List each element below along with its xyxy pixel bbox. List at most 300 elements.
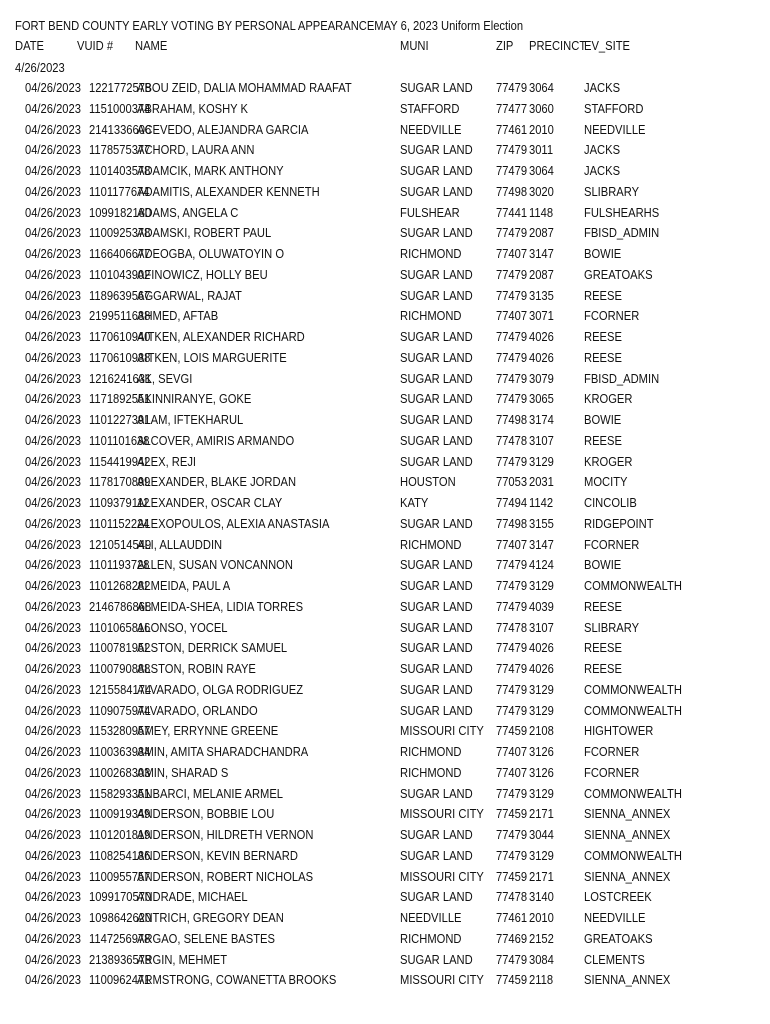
table-row bbox=[0, 931, 770, 952]
table-row bbox=[0, 848, 770, 869]
cell-name: AMIN, AMITA SHARADCHANDRA bbox=[137, 744, 309, 759]
cell-precinct: 2118 bbox=[529, 972, 554, 988]
cell-muni: SUGAR LAND bbox=[400, 557, 473, 573]
cell-vuid: 2199511638 bbox=[89, 308, 151, 324]
cell-date: 04/26/2023 bbox=[25, 453, 81, 469]
cell-vuid: 1101177674 bbox=[89, 183, 150, 199]
cell-muni: SUGAR LAND bbox=[400, 183, 473, 199]
cell-zip: 77478 bbox=[496, 889, 528, 905]
cell-zip: 77441 bbox=[496, 204, 528, 220]
cell-vuid: 1099182180 bbox=[89, 204, 152, 220]
cell-ev-site: STAFFORD bbox=[584, 100, 644, 116]
cell-vuid: 1101227391 bbox=[89, 412, 151, 427]
cell-name: ANDERSON, HILDRETH VERNON bbox=[137, 827, 314, 842]
cell-precinct: 3129 bbox=[529, 453, 554, 469]
cell-muni: SUGAR LAND bbox=[400, 432, 473, 448]
cell-ev-site: CLEMENTS bbox=[584, 951, 645, 967]
cell-ev-site: REESE bbox=[584, 287, 622, 303]
table-row bbox=[0, 267, 770, 288]
table-row bbox=[0, 350, 770, 371]
cell-muni: MISSOURI CITY bbox=[400, 972, 484, 988]
cell-ev-site: REESE bbox=[584, 661, 622, 676]
cell-zip: 77479 bbox=[496, 225, 528, 241]
cell-date: 04/26/2023 bbox=[25, 432, 81, 448]
cell-zip: 77479 bbox=[496, 266, 528, 282]
cell-ev-site: JACKS bbox=[584, 163, 621, 178]
cell-zip: 77479 bbox=[496, 370, 528, 386]
cell-precinct: 3147 bbox=[529, 246, 554, 261]
cell-name: ALEXOPOULOS, ALEXIA ANASTASIA bbox=[137, 515, 330, 531]
cell-muni: SUGAR LAND bbox=[400, 80, 473, 95]
table-row bbox=[0, 454, 770, 475]
cell-vuid: 1215584174 bbox=[89, 681, 152, 697]
cell-muni: RICHMOND bbox=[400, 744, 462, 759]
cell-precinct: 3079 bbox=[529, 370, 554, 386]
cell-vuid: 1109379112 bbox=[89, 495, 150, 510]
cell-name: ALAM, IFTEKHARUL bbox=[137, 412, 244, 427]
cell-vuid: 1100268303 bbox=[89, 764, 151, 780]
table-row bbox=[0, 225, 770, 246]
cell-zip: 77461 bbox=[496, 910, 528, 925]
cell-name: ALVARADO, OLGA RODRIGUEZ bbox=[137, 681, 304, 697]
table-row bbox=[0, 952, 770, 973]
table-row bbox=[0, 910, 770, 931]
table-row bbox=[0, 723, 770, 744]
cell-ev-site: BOWIE bbox=[584, 412, 622, 427]
table-row bbox=[0, 516, 770, 537]
cell-ev-site: COMMONWEALTH bbox=[584, 578, 682, 593]
cell-muni: RICHMOND bbox=[400, 930, 462, 946]
cell-vuid: 1101201819 bbox=[89, 827, 151, 842]
cell-ev-site: FCORNER bbox=[584, 744, 640, 759]
cell-vuid: 1101403578 bbox=[89, 163, 151, 178]
table-row bbox=[0, 557, 770, 578]
cell-precinct: 3129 bbox=[529, 847, 554, 863]
cell-muni: RICHMOND bbox=[400, 246, 462, 261]
cell-vuid: 1171892551 bbox=[89, 391, 151, 407]
cell-ev-site: GREATOAKS bbox=[584, 930, 653, 946]
cell-zip: 77498 bbox=[496, 412, 528, 427]
column-header-precinct: PRECINCT bbox=[529, 38, 587, 53]
cell-name: ACHORD, LAURA ANN bbox=[137, 142, 255, 158]
cell-muni: SUGAR LAND bbox=[400, 619, 473, 635]
cell-precinct: 4026 bbox=[529, 349, 554, 365]
cell-zip: 77479 bbox=[496, 557, 528, 573]
cell-date: 04/26/2023 bbox=[25, 930, 81, 946]
cell-zip: 77461 bbox=[496, 121, 528, 137]
table-row bbox=[0, 142, 770, 163]
cell-name: ALONSO, YOCEL bbox=[137, 619, 228, 635]
cell-precinct: 3107 bbox=[529, 619, 554, 635]
cell-vuid: 1100925378 bbox=[89, 225, 151, 241]
cell-zip: 77479 bbox=[496, 640, 528, 656]
cell-zip: 77479 bbox=[496, 80, 528, 95]
table-row bbox=[0, 412, 770, 433]
cell-date: 04/26/2023 bbox=[25, 183, 81, 199]
cell-ev-site: REESE bbox=[584, 640, 622, 656]
cell-ev-site: SLIBRARY bbox=[584, 619, 640, 635]
cell-date: 04/26/2023 bbox=[25, 557, 81, 573]
cell-ev-site: FULSHEARHS bbox=[584, 204, 660, 220]
cell-muni: SUGAR LAND bbox=[400, 702, 473, 718]
cell-vuid: 1151000374 bbox=[89, 100, 151, 116]
cell-zip: 77479 bbox=[496, 329, 528, 344]
cell-name: ANTRICH, GREGORY DEAN bbox=[137, 910, 284, 925]
cell-muni: SUGAR LAND bbox=[400, 847, 473, 863]
cell-precinct: 4039 bbox=[529, 598, 554, 614]
cell-zip: 77498 bbox=[496, 183, 528, 199]
cell-muni: SUGAR LAND bbox=[400, 889, 473, 905]
cell-zip: 77479 bbox=[496, 287, 528, 303]
table-row bbox=[0, 205, 770, 226]
cell-name: ALEXANDER, BLAKE JORDAN bbox=[137, 474, 297, 490]
cell-precinct: 2010 bbox=[529, 121, 554, 137]
cell-vuid: 1170610938 bbox=[89, 349, 151, 365]
cell-muni: RICHMOND bbox=[400, 308, 462, 324]
cell-date: 04/26/2023 bbox=[25, 515, 81, 531]
cell-muni: SUGAR LAND bbox=[400, 391, 473, 407]
table-row bbox=[0, 640, 770, 661]
cell-date: 04/26/2023 bbox=[25, 598, 81, 614]
cell-muni: SUGAR LAND bbox=[400, 681, 473, 697]
table-row bbox=[0, 661, 770, 682]
cell-precinct: 3147 bbox=[529, 536, 554, 552]
cell-zip: 77478 bbox=[496, 432, 528, 448]
cell-date: 04/26/2023 bbox=[25, 827, 81, 842]
cell-name: ADAMITIS, ALEXANDER KENNETH bbox=[137, 183, 320, 199]
cell-name: ALSTON, DERRICK SAMUEL bbox=[137, 640, 288, 656]
cell-precinct: 3140 bbox=[529, 889, 554, 905]
cell-ev-site: NEEDVILLE bbox=[584, 910, 646, 925]
cell-precinct: 3107 bbox=[529, 432, 554, 448]
cell-name: ADAMS, ANGELA C bbox=[137, 204, 239, 220]
cell-date: 04/26/2023 bbox=[25, 806, 81, 822]
cell-name: ALMEIDA, PAUL A bbox=[137, 578, 231, 593]
cell-zip: 77479 bbox=[496, 391, 528, 407]
cell-muni: SUGAR LAND bbox=[400, 142, 473, 158]
table-row bbox=[0, 827, 770, 848]
cell-muni: SUGAR LAND bbox=[400, 370, 473, 386]
cell-vuid: 1178575377 bbox=[89, 142, 151, 158]
cell-date: 04/26/2023 bbox=[25, 308, 81, 324]
cell-name: AMEY, ERRYNNE GREENE bbox=[137, 723, 279, 739]
voter-table-body bbox=[0, 80, 770, 993]
cell-muni: SUGAR LAND bbox=[400, 598, 473, 614]
cell-ev-site: SIENNA_ANNEX bbox=[584, 806, 671, 822]
cell-vuid: 1100363934 bbox=[89, 744, 151, 759]
cell-muni: HOUSTON bbox=[400, 474, 456, 490]
table-row bbox=[0, 391, 770, 412]
cell-muni: SUGAR LAND bbox=[400, 578, 473, 593]
cell-name: AGGARWAL, RAJAT bbox=[137, 287, 242, 303]
cell-name: ALI, ALLAUDDIN bbox=[137, 536, 223, 552]
cell-name: ALEXANDER, OSCAR CLAY bbox=[137, 495, 283, 510]
table-row bbox=[0, 869, 770, 890]
cell-name: AITKEN, LOIS MARGUERITE bbox=[137, 349, 287, 365]
cell-muni: MISSOURI CITY bbox=[400, 806, 484, 822]
cell-vuid: 1101268282 bbox=[89, 578, 151, 593]
cell-precinct: 3065 bbox=[529, 391, 554, 407]
cell-name: AK, SEVGI bbox=[137, 370, 193, 386]
cell-precinct: 2087 bbox=[529, 225, 554, 241]
cell-ev-site: REESE bbox=[584, 329, 622, 344]
cell-date: 04/26/2023 bbox=[25, 121, 81, 137]
cell-ev-site: SIENNA_ANNEX bbox=[584, 868, 671, 884]
cell-ev-site: GREATOAKS bbox=[584, 266, 653, 282]
cell-name: ANDERSON, ROBERT NICHOLAS bbox=[137, 868, 314, 884]
cell-name: ALEX, REJI bbox=[137, 453, 197, 469]
cell-zip: 77479 bbox=[496, 951, 528, 967]
cell-ev-site: RIDGEPOINT bbox=[584, 515, 654, 531]
cell-name: ALLEN, SUSAN VONCANNON bbox=[137, 557, 293, 573]
cell-date: 04/26/2023 bbox=[25, 391, 81, 407]
cell-zip: 77459 bbox=[496, 806, 528, 822]
cell-zip: 77459 bbox=[496, 723, 528, 739]
cell-ev-site: KROGER bbox=[584, 391, 633, 407]
table-row bbox=[0, 495, 770, 516]
cell-date: 04/26/2023 bbox=[25, 785, 81, 801]
cell-date: 04/26/2023 bbox=[25, 619, 81, 635]
cell-zip: 77407 bbox=[496, 246, 528, 261]
cell-ev-site: KROGER bbox=[584, 453, 633, 469]
cell-name: ANDRADE, MICHAEL bbox=[137, 889, 248, 905]
cell-date: 04/26/2023 bbox=[25, 972, 81, 988]
cell-vuid: 1101152224 bbox=[89, 515, 150, 531]
cell-date: 04/26/2023 bbox=[25, 951, 81, 967]
cell-name: ADAMCIK, MARK ANTHONY bbox=[137, 163, 284, 178]
cell-date: 04/26/2023 bbox=[25, 329, 81, 344]
cell-vuid: 1189639567 bbox=[89, 287, 151, 303]
cell-muni: MISSOURI CITY bbox=[400, 868, 484, 884]
cell-vuid: 1100962471 bbox=[89, 972, 151, 988]
group-date-heading: 4/26/2023 bbox=[15, 60, 65, 75]
cell-date: 04/26/2023 bbox=[25, 578, 81, 593]
cell-precinct: 3155 bbox=[529, 515, 554, 531]
cell-ev-site: BOWIE bbox=[584, 246, 622, 261]
cell-ev-site: JACKS bbox=[584, 142, 621, 158]
cell-precinct: 3071 bbox=[529, 308, 554, 324]
column-header-name: NAME bbox=[135, 38, 168, 53]
cell-date: 04/26/2023 bbox=[25, 661, 81, 676]
cell-name: ALCOVER, AMIRIS ARMANDO bbox=[137, 432, 295, 448]
table-row bbox=[0, 972, 770, 993]
cell-zip: 77498 bbox=[496, 515, 528, 531]
cell-muni: FULSHEAR bbox=[400, 204, 460, 220]
table-row bbox=[0, 578, 770, 599]
cell-vuid: 2146786868 bbox=[89, 598, 152, 614]
cell-muni: SUGAR LAND bbox=[400, 349, 473, 365]
cell-name: AMIN, SHARAD S bbox=[137, 764, 229, 780]
cell-date: 04/26/2023 bbox=[25, 847, 81, 863]
cell-zip: 77479 bbox=[496, 785, 528, 801]
cell-muni: SUGAR LAND bbox=[400, 287, 473, 303]
cell-precinct: 4026 bbox=[529, 661, 554, 676]
cell-name: AFINOWICZ, HOLLY BEU bbox=[137, 266, 268, 282]
cell-name: ALVARADO, ORLANDO bbox=[137, 702, 258, 718]
cell-vuid: 2141336606 bbox=[89, 121, 152, 137]
cell-zip: 77479 bbox=[496, 702, 528, 718]
cell-date: 04/26/2023 bbox=[25, 536, 81, 552]
cell-ev-site: SIENNA_ANNEX bbox=[584, 827, 671, 842]
column-header-ev-site: EV_SITE bbox=[584, 38, 630, 53]
cell-ev-site: COMMONWEALTH bbox=[584, 847, 682, 863]
cell-muni: STAFFORD bbox=[400, 100, 460, 116]
cell-zip: 77479 bbox=[496, 598, 528, 614]
cell-zip: 77477 bbox=[496, 100, 528, 116]
cell-zip: 77469 bbox=[496, 930, 528, 946]
column-header-date: DATE bbox=[15, 38, 44, 53]
table-row bbox=[0, 786, 770, 807]
cell-name: ARGAO, SELENE BASTES bbox=[137, 930, 275, 946]
cell-ev-site: SLIBRARY bbox=[584, 183, 640, 199]
cell-precinct: 3064 bbox=[529, 163, 554, 178]
cell-precinct: 4124 bbox=[529, 557, 554, 573]
cell-date: 04/26/2023 bbox=[25, 702, 81, 718]
cell-name: ADAMSKI, ROBERT PAUL bbox=[137, 225, 272, 241]
table-row bbox=[0, 889, 770, 910]
column-header-vuid: VUID # bbox=[77, 38, 114, 53]
cell-muni: SUGAR LAND bbox=[400, 412, 473, 427]
cell-zip: 77053 bbox=[496, 474, 528, 490]
cell-name: ABRAHAM, KOSHY K bbox=[137, 100, 249, 116]
cell-muni: KATY bbox=[400, 495, 429, 510]
cell-ev-site: REESE bbox=[584, 598, 622, 614]
table-row bbox=[0, 744, 770, 765]
cell-zip: 77479 bbox=[496, 661, 528, 676]
cell-precinct: 3129 bbox=[529, 702, 554, 718]
table-row bbox=[0, 433, 770, 454]
table-row bbox=[0, 474, 770, 495]
table-row bbox=[0, 371, 770, 392]
cell-date: 04/26/2023 bbox=[25, 910, 81, 925]
cell-name: ALMEIDA-SHEA, LIDIA TORRES bbox=[137, 598, 304, 614]
table-row bbox=[0, 122, 770, 143]
cell-muni: SUGAR LAND bbox=[400, 827, 473, 842]
cell-ev-site: COMMONWEALTH bbox=[584, 702, 682, 718]
cell-precinct: 3064 bbox=[529, 80, 554, 95]
cell-precinct: 3044 bbox=[529, 827, 554, 842]
cell-vuid: 1147256978 bbox=[89, 930, 151, 946]
cell-precinct: 1142 bbox=[529, 495, 554, 510]
cell-precinct: 3126 bbox=[529, 744, 554, 759]
cell-date: 04/26/2023 bbox=[25, 266, 81, 282]
cell-precinct: 3084 bbox=[529, 951, 554, 967]
cell-zip: 77459 bbox=[496, 972, 528, 988]
table-row bbox=[0, 806, 770, 827]
cell-name: ANDERSON, KEVIN BERNARD bbox=[137, 847, 298, 863]
cell-ev-site: FCORNER bbox=[584, 764, 640, 780]
cell-vuid: 1101101638 bbox=[89, 432, 150, 448]
cell-precinct: 3126 bbox=[529, 764, 554, 780]
cell-muni: SUGAR LAND bbox=[400, 453, 473, 469]
table-row bbox=[0, 682, 770, 703]
cell-vuid: 1153280957 bbox=[89, 723, 151, 739]
cell-vuid: 1170610940 bbox=[89, 329, 151, 344]
cell-muni: NEEDVILLE bbox=[400, 910, 462, 925]
cell-zip: 77407 bbox=[496, 536, 528, 552]
table-row bbox=[0, 703, 770, 724]
cell-ev-site: FBISD_ADMIN bbox=[584, 370, 660, 386]
table-row bbox=[0, 184, 770, 205]
cell-zip: 77479 bbox=[496, 349, 528, 365]
cell-ev-site: NEEDVILLE bbox=[584, 121, 646, 137]
cell-precinct: 3020 bbox=[529, 183, 554, 199]
cell-precinct: 3060 bbox=[529, 100, 554, 116]
cell-name: AHMED, AFTAB bbox=[137, 308, 219, 324]
cell-date: 04/26/2023 bbox=[25, 100, 81, 116]
cell-zip: 77494 bbox=[496, 495, 528, 510]
table-row bbox=[0, 308, 770, 329]
cell-date: 04/26/2023 bbox=[25, 142, 81, 158]
cell-date: 04/26/2023 bbox=[25, 370, 81, 386]
cell-name: ANBARCI, MELANIE ARMEL bbox=[137, 785, 284, 801]
cell-vuid: 1101193728 bbox=[89, 557, 150, 573]
column-header-zip: ZIP bbox=[496, 38, 514, 53]
cell-vuid: 1158293351 bbox=[89, 785, 151, 801]
cell-ev-site: MOCITY bbox=[584, 474, 628, 490]
cell-date: 04/26/2023 bbox=[25, 80, 81, 95]
cell-vuid: 1216241631 bbox=[89, 370, 152, 386]
cell-precinct: 3129 bbox=[529, 681, 554, 697]
cell-zip: 77459 bbox=[496, 868, 528, 884]
cell-date: 04/26/2023 bbox=[25, 225, 81, 241]
table-row bbox=[0, 765, 770, 786]
cell-zip: 77479 bbox=[496, 142, 528, 158]
cell-ev-site: BOWIE bbox=[584, 557, 622, 573]
cell-name: ANDERSON, BOBBIE LOU bbox=[137, 806, 275, 822]
cell-date: 04/26/2023 bbox=[25, 204, 81, 220]
cell-ev-site: COMMONWEALTH bbox=[584, 681, 682, 697]
table-row bbox=[0, 620, 770, 641]
cell-ev-site: FCORNER bbox=[584, 536, 640, 552]
table-row bbox=[0, 80, 770, 101]
cell-vuid: 1100781952 bbox=[89, 640, 151, 656]
cell-muni: SUGAR LAND bbox=[400, 163, 473, 178]
cell-muni: RICHMOND bbox=[400, 764, 462, 780]
table-row bbox=[0, 599, 770, 620]
cell-name: ACEVEDO, ALEJANDRA GARCIA bbox=[137, 121, 309, 137]
cell-precinct: 3135 bbox=[529, 287, 554, 303]
cell-ev-site: LOSTCREEK bbox=[584, 889, 652, 905]
cell-name: ALSTON, ROBIN RAYE bbox=[137, 661, 256, 676]
cell-ev-site: REESE bbox=[584, 432, 622, 448]
cell-ev-site: FBISD_ADMIN bbox=[584, 225, 660, 241]
cell-zip: 77479 bbox=[496, 681, 528, 697]
cell-date: 04/26/2023 bbox=[25, 640, 81, 656]
cell-precinct: 2152 bbox=[529, 930, 554, 946]
cell-date: 04/26/2023 bbox=[25, 764, 81, 780]
cell-date: 04/26/2023 bbox=[25, 287, 81, 303]
table-row bbox=[0, 246, 770, 267]
cell-vuid: 1221772578 bbox=[89, 80, 152, 95]
cell-date: 04/26/2023 bbox=[25, 868, 81, 884]
cell-muni: SUGAR LAND bbox=[400, 785, 473, 801]
cell-ev-site: CINCOLIB bbox=[584, 495, 637, 510]
cell-precinct: 4026 bbox=[529, 329, 554, 344]
cell-date: 04/26/2023 bbox=[25, 889, 81, 905]
cell-muni: SUGAR LAND bbox=[400, 951, 473, 967]
table-row bbox=[0, 163, 770, 184]
table-row bbox=[0, 288, 770, 309]
cell-vuid: 2138936578 bbox=[89, 951, 152, 967]
cell-muni: SUGAR LAND bbox=[400, 515, 473, 531]
report-title: FORT BEND COUNTY EARLY VOTING BY PERSONAL APPEARANCEMAY 6, 2023 Uniform Election bbox=[15, 18, 524, 33]
cell-precinct: 4026 bbox=[529, 640, 554, 656]
cell-name: ABOU ZEID, DALIA MOHAMMAD RAAFAT bbox=[137, 80, 352, 95]
cell-zip: 77479 bbox=[496, 847, 528, 863]
cell-name: ADEOGBA, OLUWATOYIN O bbox=[137, 246, 285, 261]
cell-zip: 77407 bbox=[496, 764, 528, 780]
